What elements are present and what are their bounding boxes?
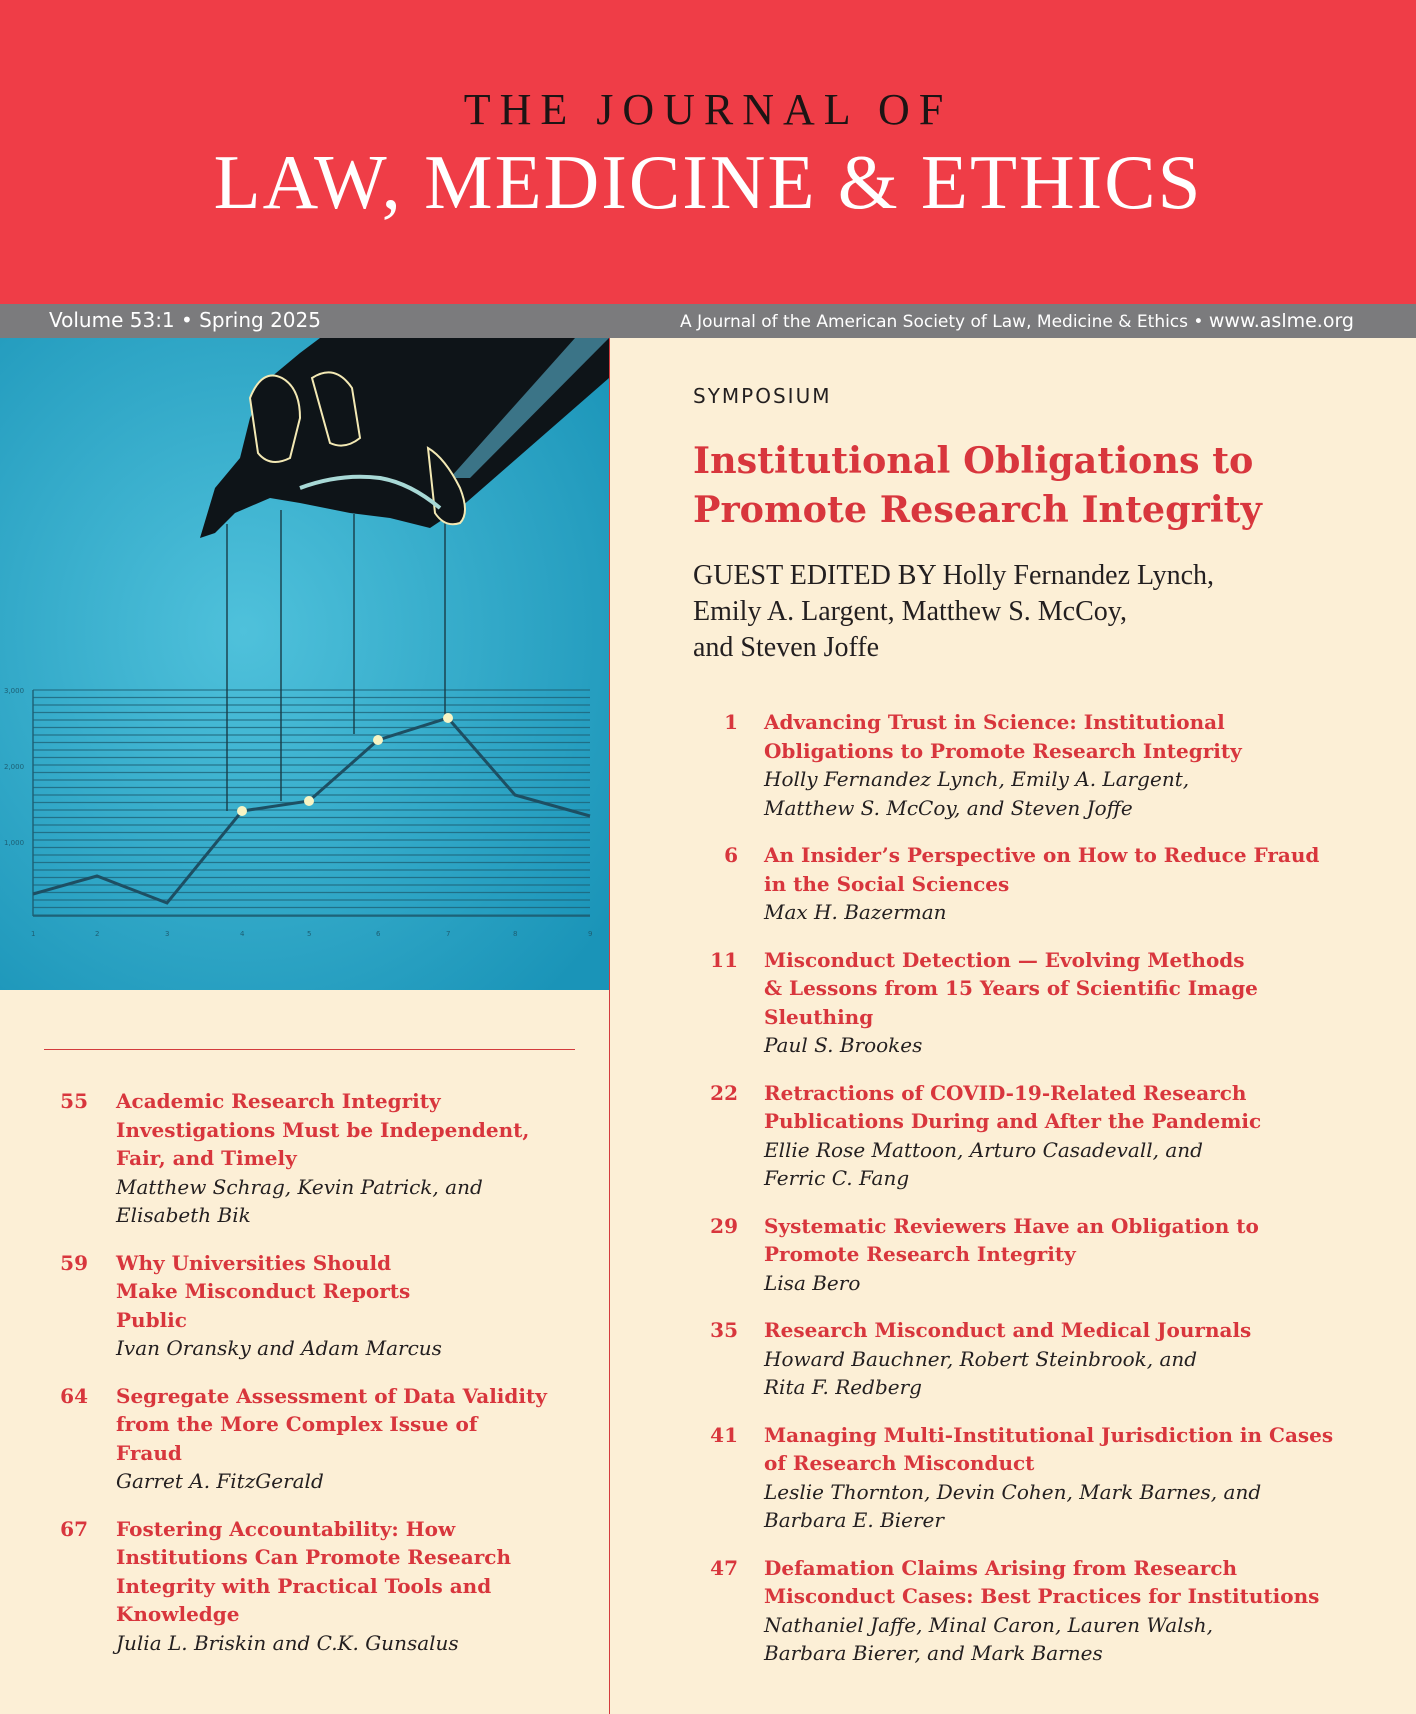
toc-entry[interactable] [44, 1515, 584, 1658]
article-authors-line: Holly Fernandez Lynch, Emily A. Largent, [764, 767, 1190, 791]
toc-entry-body [116, 1382, 547, 1496]
article-title-line: in the Social Sciences [764, 871, 1010, 896]
article-authors-line: Ferric C. Fang [764, 1166, 910, 1190]
article-title-line: Defamation Claims Arising from Research [764, 1555, 1238, 1580]
society-text: A Journal of the American Society of Law, Medicine & Ethics • [680, 312, 1204, 332]
article-title-line: & Lessons from 15 Years of Scientific Image [764, 976, 1258, 1000]
article-title-line: Systematic Reviewers Have an Obligation to [764, 1213, 1259, 1238]
article-title-line: Why Universities Should [116, 1250, 392, 1275]
article-title-line: An Insider’s Perspective on How to Reduce Fraud [764, 843, 1320, 867]
article-title-line: Publications During and After the Pandemic [764, 1109, 1262, 1133]
article-authors-line: Garret A. FitzGerald [116, 1469, 324, 1493]
article-title-line: Sleuthing [764, 1004, 874, 1029]
society-url[interactable]: www.aslme.org [1208, 310, 1354, 332]
toc-page-number: 29 [710, 1213, 738, 1238]
guest-editors [693, 558, 1333, 666]
toc-entry-body [764, 841, 1319, 927]
article-title-line: Advancing Trust in Science: Institutional [764, 710, 1225, 734]
article-authors-line: Julia L. Briskin and C.K. Gunsalus [116, 1630, 459, 1655]
column-divider [609, 338, 610, 1714]
article-authors-line: Ellie Rose Mattoon, Arturo Casadevall, and [764, 1137, 1203, 1162]
article-title-line: Managing Multi-Institutional Jurisdiction in Cases [764, 1422, 1334, 1447]
guest-editors-line2: Emily A. Largent, Matthew S. McCoy, [693, 596, 1127, 627]
y-tick-2000: 2,000 [4, 763, 25, 771]
left-rule [44, 1049, 575, 1050]
toc-page-number: 11 [710, 947, 738, 972]
toc-entry[interactable] [700, 946, 1350, 1060]
toc-page-number: 64 [60, 1383, 88, 1408]
toc-page-number: 41 [710, 1422, 738, 1447]
article-authors-line: Rita F. Redberg [764, 1375, 922, 1399]
toc-entry-body [764, 1079, 1261, 1193]
article-title-line: Public [116, 1307, 187, 1332]
toc-entry[interactable] [700, 1554, 1350, 1668]
toc-page-number: 6 [724, 843, 738, 867]
symposium-title-line1: Institutional Obligations to [693, 439, 1254, 482]
toc-entry-body [116, 1087, 529, 1230]
article-title-line: Promote Research Integrity [764, 1242, 1076, 1266]
toc-entry[interactable] [44, 1249, 584, 1363]
article-authors-line: Max H. Bazerman [764, 900, 947, 924]
x-tick-label: 9 [588, 930, 593, 938]
article-title-line: Fraud [116, 1440, 182, 1465]
toc-page-number: 67 [60, 1516, 88, 1541]
toc-entry[interactable] [700, 1212, 1350, 1298]
article-title-line: Obligations to Promote Research Integrity [764, 738, 1242, 763]
article-title-line: Investigations Must be Independent, [116, 1117, 530, 1142]
article-title-line: Fair, and Timely [116, 1146, 297, 1170]
toc-left-column [44, 1087, 584, 1676]
x-tick-label: 8 [513, 930, 518, 938]
article-authors-line: Barbara E. Bierer [764, 1508, 944, 1532]
toc-entry[interactable] [700, 708, 1350, 822]
x-tick-label: 6 [376, 930, 381, 938]
article-title-line: Misconduct Detection — Evolving Methods [764, 947, 1245, 972]
x-tick-label: 7 [446, 930, 451, 938]
article-authors-line: Howard Bauchner, Robert Steinbrook, and [764, 1346, 1198, 1371]
toc-page-number: 55 [60, 1089, 88, 1113]
symposium-title [693, 436, 1333, 534]
article-title-line: Fostering Accountability: How [116, 1516, 456, 1541]
toc-entry-body [764, 1554, 1319, 1668]
x-tick-label: 4 [240, 930, 245, 938]
article-title-line: Segregate Assessment of Data Validity [116, 1383, 547, 1408]
article-title-line: Integrity with Practical Tools and [116, 1573, 492, 1598]
toc-entry-body [764, 946, 1258, 1060]
journal-title-prefix: THE JOURNAL OF [463, 85, 953, 134]
journal-title: LAW, MEDICINE & ETHICS [213, 139, 1203, 225]
x-tick-label: 3 [165, 930, 170, 938]
symposium-title-line2: Promote Research Integrity [693, 488, 1262, 531]
article-authors-line: Barbara Bierer, and Mark Barnes [764, 1641, 1103, 1665]
issue-info: Volume 53:1 • Spring 2025 [49, 308, 321, 332]
toc-page-number: 59 [60, 1250, 88, 1275]
x-tick-label: 2 [95, 930, 100, 938]
guest-editors-line1: GUEST EDITED BY Holly Fernandez Lynch, [693, 560, 1215, 591]
article-title-line: Retractions of COVID-19-Related Research [764, 1080, 1247, 1105]
toc-entry[interactable] [700, 841, 1350, 927]
toc-entry-body [764, 1316, 1251, 1402]
article-authors-line: Elisabeth Bik [116, 1203, 251, 1227]
toc-entry-body [116, 1515, 511, 1658]
section-label: SYMPOSIUM [693, 384, 832, 408]
toc-entry[interactable] [700, 1316, 1350, 1402]
x-tick-label: 1 [31, 930, 36, 938]
toc-entry-body [764, 1212, 1259, 1298]
article-authors-line: Lisa Bero [764, 1270, 861, 1295]
masthead [0, 0, 1416, 304]
article-title-line: from the More Complex Issue of [116, 1412, 478, 1436]
article-authors-line: Matthew S. McCoy, and Steven Joffe [764, 795, 1133, 820]
toc-page-number: 22 [710, 1080, 738, 1105]
article-title-line: Misconduct Cases: Best Practices for Institutions [764, 1584, 1320, 1608]
article-title-line: Institutions Can Promote Research [116, 1545, 511, 1569]
article-authors-line: Matthew Schrag, Kevin Patrick, and [116, 1174, 483, 1199]
toc-page-number: 47 [710, 1555, 738, 1580]
x-tick-label: 5 [307, 930, 312, 938]
article-authors-line: Paul S. Brookes [764, 1033, 923, 1057]
toc-entry[interactable] [44, 1087, 584, 1230]
toc-entry-body [116, 1249, 442, 1363]
y-tick-1000: 1,000 [4, 839, 25, 847]
article-title-line: Research Misconduct and Medical Journals [764, 1318, 1252, 1342]
article-title-line: of Research Misconduct [764, 1451, 1035, 1475]
y-tick-3000: 3,000 [4, 687, 25, 695]
toc-right-column [700, 708, 1350, 1687]
toc-entry[interactable] [44, 1382, 584, 1496]
cover-illustration [0, 338, 609, 990]
article-authors-line: Leslie Thornton, Devin Cohen, Mark Barnes, and [764, 1479, 1262, 1504]
article-authors-line: Ivan Oransky and Adam Marcus [116, 1336, 442, 1360]
toc-entry[interactable] [700, 1421, 1350, 1535]
toc-entry[interactable] [700, 1079, 1350, 1193]
society-info [680, 310, 1354, 332]
toc-page-number: 35 [710, 1318, 738, 1342]
article-authors-line: Nathaniel Jaffe, Minal Caron, Lauren Walsh, [764, 1612, 1214, 1637]
issue-strip [0, 304, 1416, 338]
toc-entry-body [764, 1421, 1333, 1535]
article-title-line: Academic Research Integrity [116, 1089, 441, 1113]
toc-page-number: 1 [724, 710, 738, 734]
article-title-line: Make Misconduct Reports [116, 1279, 411, 1303]
toc-entry-body [764, 708, 1242, 822]
guest-editors-line3: and Steven Joffe [693, 632, 880, 663]
article-title-line: Knowledge [116, 1602, 240, 1626]
